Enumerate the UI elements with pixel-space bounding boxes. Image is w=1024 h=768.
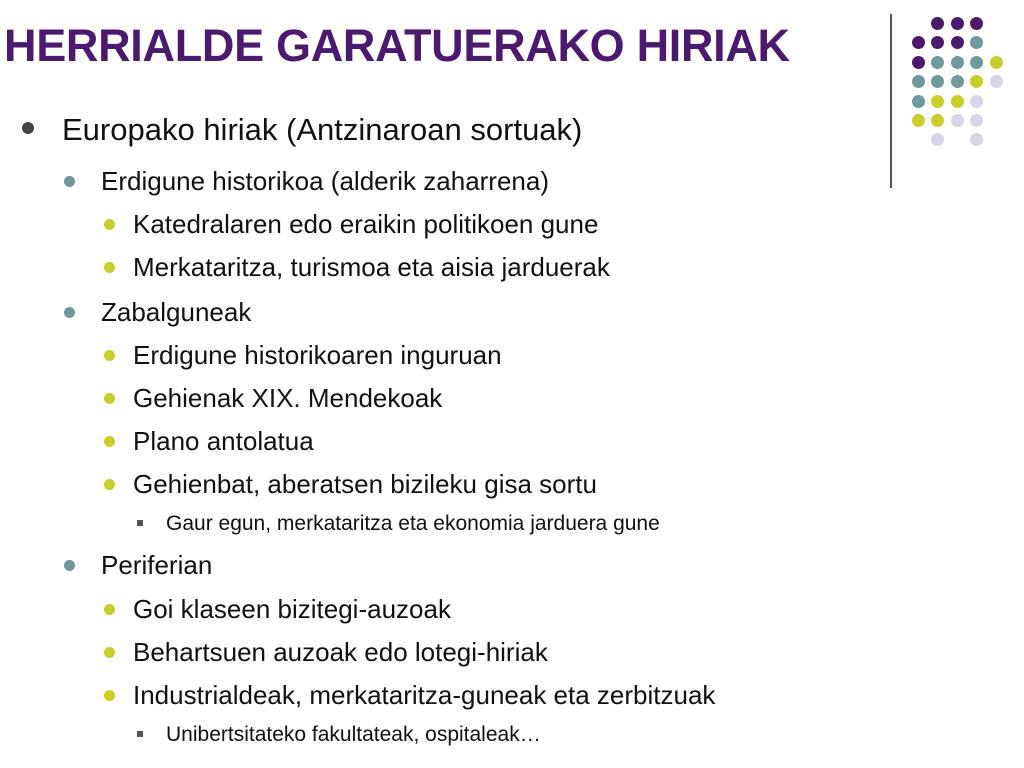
- bullet-text: Periferian: [101, 550, 213, 580]
- bullet-item-level-2: [101, 550, 212, 581]
- bullet-text: Gehienak XIX. Mendekoak: [133, 383, 443, 413]
- round-bullet-icon: [104, 479, 115, 490]
- bullet-item-level-3: [133, 594, 451, 625]
- bullet-item-level-3: [133, 637, 548, 668]
- round-bullet-icon: [64, 560, 75, 571]
- bullet-item-level-3: [133, 426, 314, 457]
- round-bullet-icon: [104, 647, 115, 658]
- bullet-item-level-4: [166, 723, 541, 747]
- bullet-text: Gaur egun, merkataritza eta ekonomia jarduera gune: [166, 512, 660, 535]
- bullet-item-level-2: [101, 166, 549, 197]
- bullet-text: Erdigune historikoaren inguruan: [133, 340, 502, 370]
- bullet-text: Zabalguneak: [101, 297, 252, 327]
- bullet-text: Plano antolatua: [133, 426, 314, 456]
- bullet-item-level-2: [101, 297, 251, 328]
- bullet-text: Europako hiriak (Antzinaroan sortuak): [62, 112, 583, 147]
- bullet-text: Goi klaseen bizitegi-auzoak: [133, 594, 451, 624]
- bullet-text: Gehienbat, aberatsen bizileku gisa sortu: [133, 469, 597, 499]
- round-bullet-icon: [104, 393, 115, 404]
- round-bullet-icon: [104, 350, 115, 361]
- round-bullet-icon: [64, 176, 75, 187]
- bullet-item-level-1: [62, 112, 582, 148]
- bullet-text: Merkataritza, turismoa eta aisia jarduerak: [133, 252, 610, 282]
- square-bullet-icon: [137, 520, 143, 526]
- round-bullet-icon: [22, 122, 34, 134]
- bullet-item-level-3: [133, 209, 598, 240]
- square-bullet-icon: [137, 731, 143, 737]
- bullet-text: Behartsuen auzoak edo lotegi-hiriak: [133, 637, 548, 667]
- bullet-item-level-3: [133, 383, 442, 414]
- bullet-item-level-3: [133, 340, 502, 371]
- bullet-text: Industrialdeak, merkataritza-guneak eta zerbitzuak: [133, 680, 716, 710]
- bullet-item-level-4: [166, 512, 660, 536]
- round-bullet-icon: [64, 307, 75, 318]
- round-bullet-icon: [104, 262, 115, 273]
- round-bullet-icon: [104, 219, 115, 230]
- round-bullet-icon: [104, 436, 115, 447]
- round-bullet-icon: [104, 690, 115, 701]
- round-bullet-icon: [104, 604, 115, 615]
- bullet-text: Unibertsitateko fakultateak, ospitaleak…: [166, 723, 541, 746]
- bullet-item-level-3: [133, 680, 715, 711]
- bullet-item-level-3: [133, 252, 610, 283]
- bullet-item-level-3: [133, 469, 597, 500]
- bullet-text: Katedralaren edo eraikin politikoen gune: [133, 209, 599, 239]
- bullet-text: Erdigune historikoa (alderik zaharrena): [101, 166, 550, 196]
- slide-title: HERRIALDE GARATUERAKO HIRIAK: [4, 20, 790, 71]
